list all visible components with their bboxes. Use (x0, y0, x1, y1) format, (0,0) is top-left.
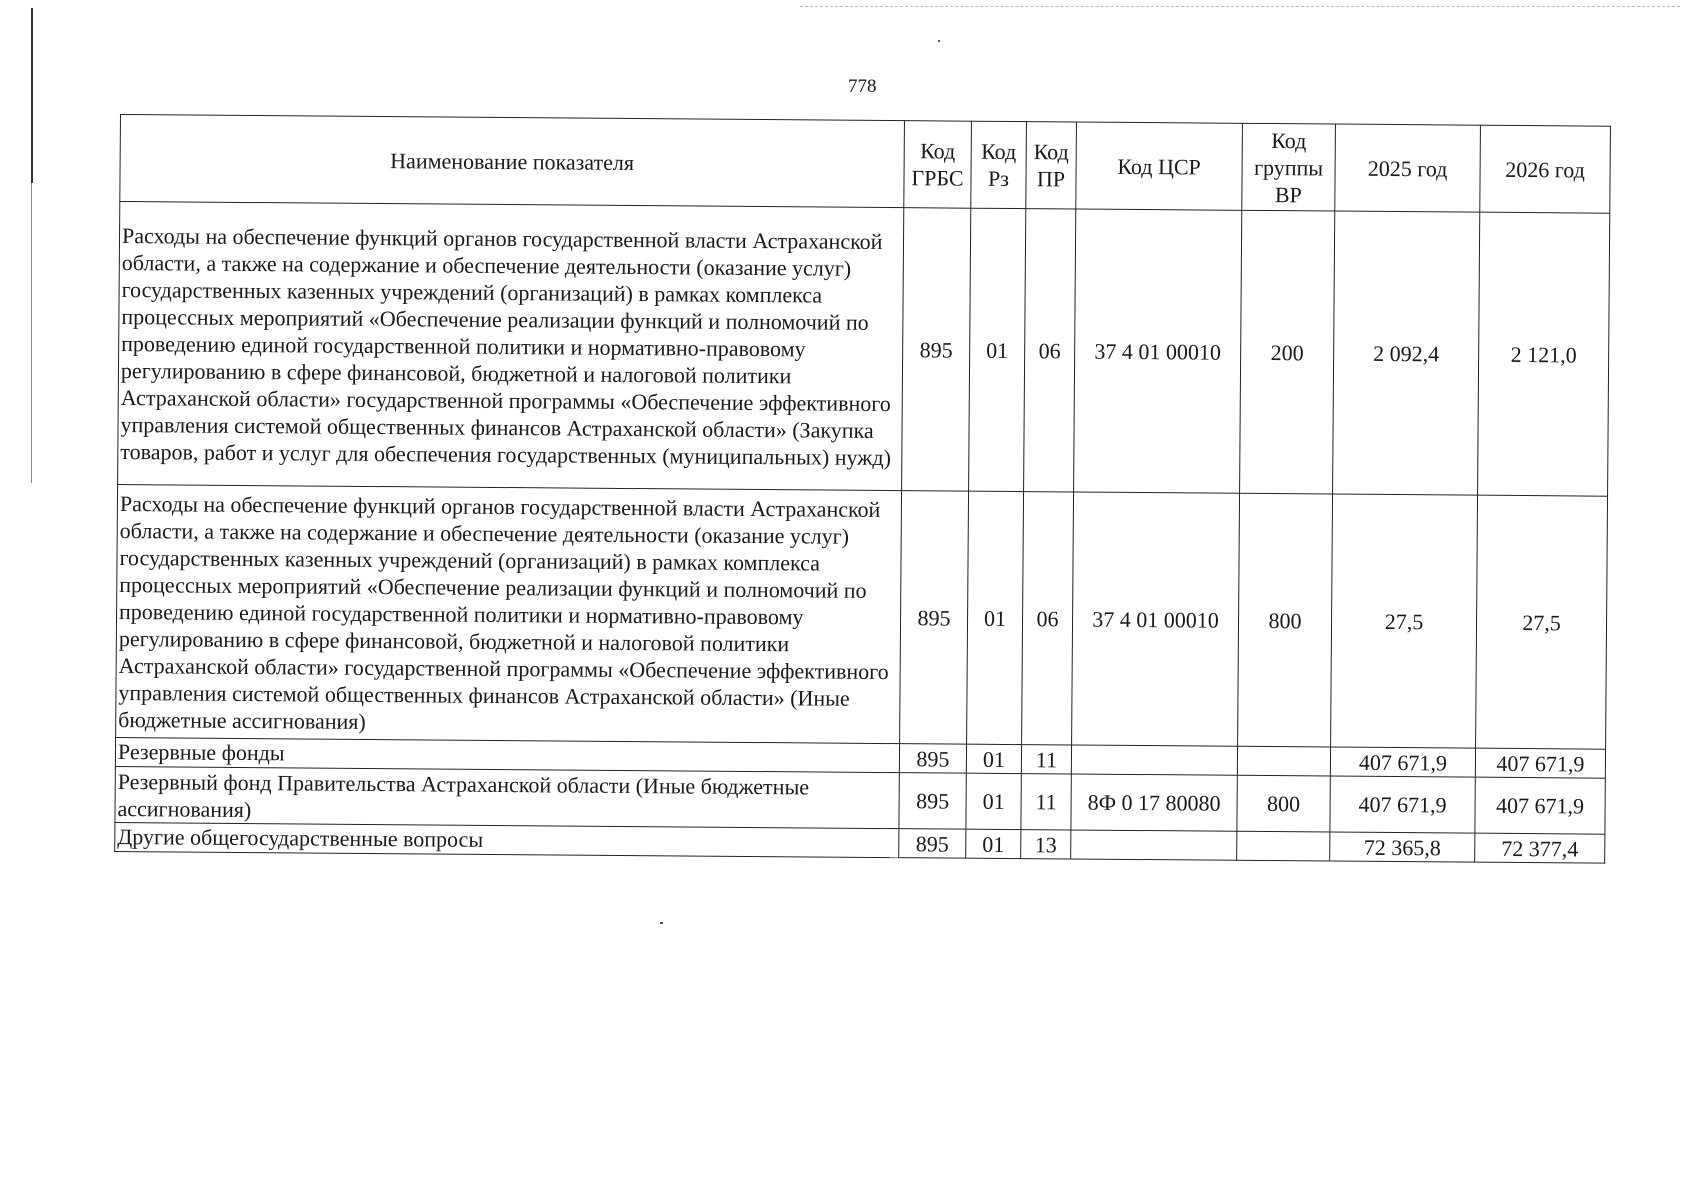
row-rz: 01 (966, 829, 1021, 858)
row-vr (1237, 831, 1330, 861)
row-rz: 01 (966, 744, 1021, 773)
row-grbs: 895 (902, 208, 971, 492)
row-rz: 01 (966, 773, 1021, 829)
row-name: Другие общегосударственные вопросы (115, 822, 899, 857)
row-name: Расходы на обеспечение функций органов государственной власти Астраханской области, а также на содержание и обеспечение деятельности (оказание услуг) государственных казенных учреждений (организаций) в рамках комплекса процессных мероприятий «Обеспечение реализации функций и полномочий по проведению единой государственной политики и нормативно-правовому регулированию в сфере финансовой, бюджетной и налоговой политики Астраханской области» государственной программы «Обеспечение эффективного управления системой общественных финансов Астраханской области» (Закупка товаров, работ и услуг для обеспечения государственных (муниципальных) нужд) (118, 202, 904, 491)
header-2026: 2026 год (1480, 125, 1611, 213)
scan-left-edge (31, 8, 33, 183)
row-grbs: 895 (900, 491, 969, 745)
row-2025: 407 671,9 (1330, 747, 1475, 777)
row-csr: 8Ф 0 17 80080 (1071, 774, 1237, 831)
row-rz: 01 (967, 491, 1024, 744)
row-vr: 800 (1238, 493, 1333, 747)
row-grbs: 895 (899, 744, 966, 774)
row-pr: 06 (1022, 492, 1074, 745)
scan-top-edge (800, 6, 1680, 8)
row-vr: 800 (1237, 775, 1330, 832)
budget-table (114, 114, 1611, 864)
row-csr (1071, 745, 1237, 775)
row-2026: 2 121,0 (1478, 212, 1610, 496)
row-name: Резервные фонды (115, 737, 899, 772)
row-vr (1237, 746, 1330, 776)
header-2025: 2025 год (1335, 124, 1481, 212)
row-vr: 200 (1240, 210, 1335, 494)
row-pr: 13 (1021, 830, 1071, 859)
row-2025: 27,5 (1331, 494, 1478, 748)
row-grbs: 895 (899, 829, 966, 859)
header-pr: Код ПР (1026, 122, 1077, 209)
row-2026: 27,5 (1476, 495, 1608, 749)
row-pr: 11 (1021, 745, 1071, 774)
row-csr (1071, 830, 1237, 860)
row-2025: 2 092,4 (1333, 211, 1480, 495)
header-rz: Код Рз (971, 121, 1027, 208)
row-2025: 72 365,8 (1330, 832, 1475, 862)
row-2025: 407 671,9 (1330, 776, 1475, 833)
table-header-row (120, 115, 1611, 214)
table-row (118, 202, 1610, 497)
row-csr: 37 4 01 00010 (1074, 209, 1242, 493)
scan-left-edge-faint (31, 183, 32, 483)
header-name: Наименование показателя (120, 115, 905, 208)
header-vr: Код группы ВР (1242, 123, 1336, 211)
row-2026: 407 671,9 (1475, 777, 1605, 834)
header-csr: Код ЦСР (1076, 122, 1243, 210)
row-rz: 01 (969, 208, 1026, 491)
row-name: Резервный фонд Правительства Астраханской области (Иные бюджетные ассигнования) (115, 766, 899, 828)
page-number: 778 (848, 76, 877, 97)
table-row (116, 484, 1608, 749)
row-csr: 37 4 01 00010 (1072, 492, 1240, 746)
row-grbs: 895 (899, 773, 966, 830)
row-pr: 11 (1021, 774, 1071, 830)
row-2026: 407 671,9 (1475, 748, 1605, 778)
header-grbs: Код ГРБС (904, 121, 972, 209)
scan-speck (660, 922, 663, 924)
scan-speck (938, 40, 940, 42)
row-2026: 72 377,4 (1475, 833, 1605, 863)
row-name: Расходы на обеспечение функций органов государственной власти Астраханской области, а также на содержание и обеспечение деятельности (оказание услуг) государственных казенных учреждений (организаций) в рамках комплекса процессных мероприятий «Обеспечение реализации функций и полномочий по проведению единой государственной политики и нормативно-правовому регулированию в сфере финансовой, бюджетной и налоговой политики Астраханской области» государственной программы «Обеспечение эффективного управления системой общественных финансов Астраханской области» (Иные бюджетные ассигнования) (116, 484, 902, 743)
row-pr: 06 (1024, 209, 1076, 492)
